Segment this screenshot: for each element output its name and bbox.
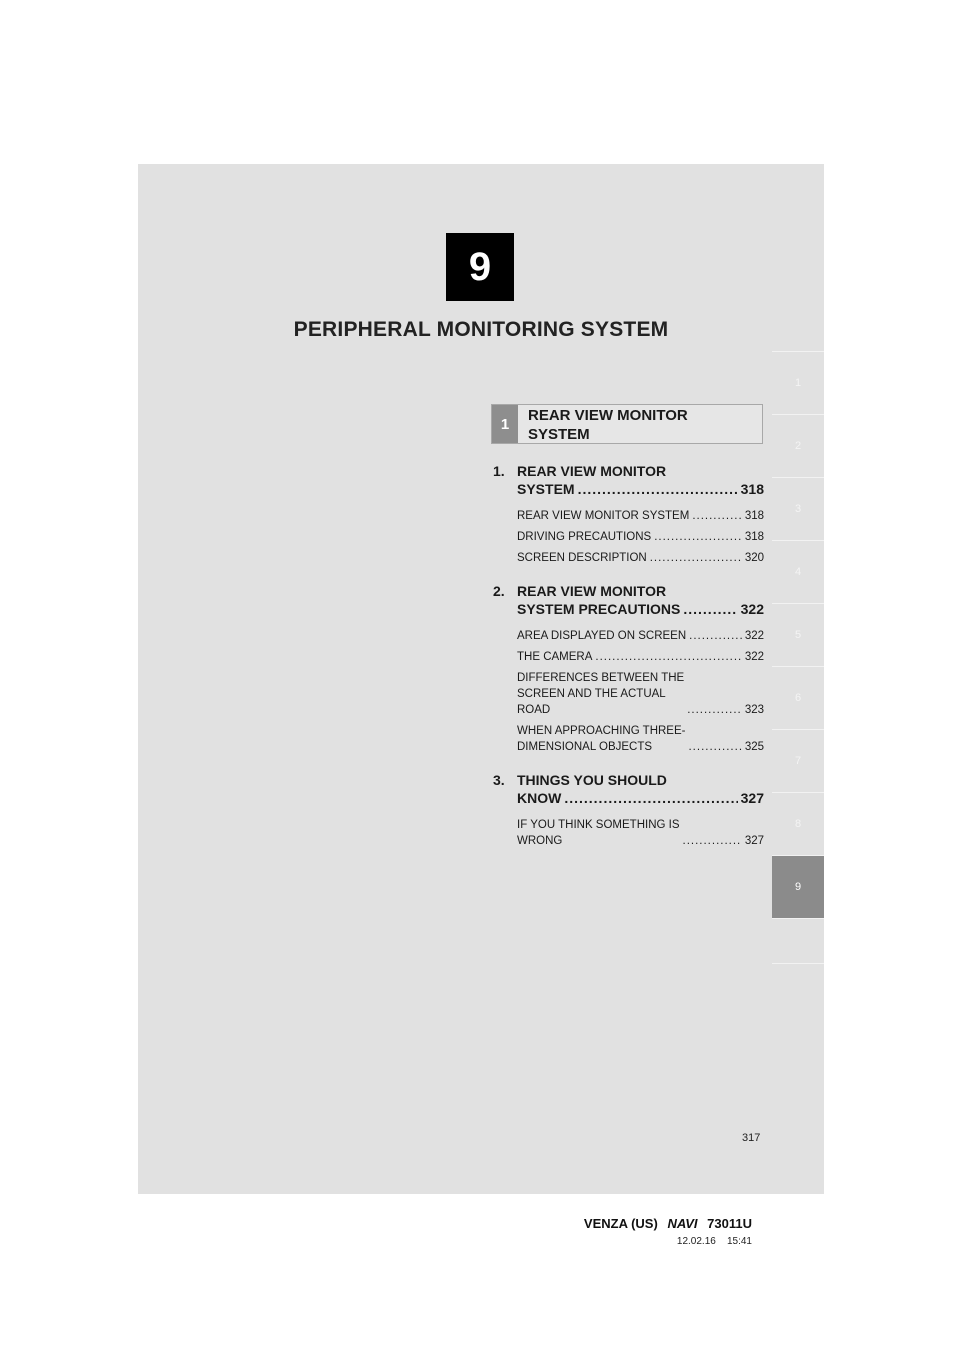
footer-time: 15:41 xyxy=(726,1236,752,1247)
toc-subentries-3 xyxy=(493,817,764,849)
footer-navi: NAVI xyxy=(667,1216,698,1231)
chapter-number-box: 9 xyxy=(446,233,514,301)
footer-date: 12.02.16 xyxy=(676,1236,716,1247)
toc-subentry-page: 325 xyxy=(744,741,764,753)
toc-subentry[interactable] xyxy=(517,670,764,718)
leader-dots xyxy=(689,628,742,644)
chapter-tab-8[interactable]: 8 xyxy=(772,792,824,855)
toc-entry-title-line2: SYSTEM xyxy=(517,481,575,497)
toc-subentry-title: AREA DISPLAYED ON SCREEN xyxy=(517,630,687,642)
leader-dots xyxy=(692,508,742,524)
toc-entry-title-line1: THINGS YOU SHOULD xyxy=(517,772,667,788)
chapter-tab-7[interactable]: 7 xyxy=(772,729,824,792)
footer-model: VENZA (US) xyxy=(583,1216,658,1231)
chapter-tab-4[interactable]: 4 xyxy=(772,540,824,603)
toc-subentry-page: 322 xyxy=(744,651,764,663)
leader-dots xyxy=(578,480,738,498)
toc-entry-number: 2. xyxy=(493,583,505,599)
toc-entry-title-line2: KNOW xyxy=(517,790,562,806)
toc-entry-2[interactable] xyxy=(493,582,764,618)
leader-dots xyxy=(687,702,742,718)
toc-subentry[interactable] xyxy=(517,817,764,849)
section-number: 1 xyxy=(492,405,518,443)
page-number: 317 xyxy=(742,1132,761,1144)
leader-dots xyxy=(683,600,737,618)
toc-subentry-page: 318 xyxy=(744,531,764,543)
chapter-tab-5[interactable]: 5 xyxy=(772,603,824,666)
toc-subentry[interactable] xyxy=(517,529,764,545)
toc-entry-3[interactable] xyxy=(493,771,764,807)
toc-entry-title-line2: SYSTEM PRECAUTIONS xyxy=(517,601,681,617)
toc-entry-number: 1. xyxy=(493,463,505,479)
toc-subentry-page: 320 xyxy=(744,552,764,564)
toc-subentry[interactable] xyxy=(517,628,764,644)
chapter-tab-end xyxy=(772,918,824,964)
toc-subentry-page: 323 xyxy=(744,704,764,716)
chapter-tab-9[interactable]: 9 xyxy=(772,855,824,918)
chapter-tab-6[interactable]: 6 xyxy=(772,666,824,729)
toc-subentry-page: 322 xyxy=(744,630,764,642)
toc-entry-title-line1: REAR VIEW MONITOR xyxy=(517,463,667,479)
chapter-title: PERIPHERAL MONITORING SYSTEM xyxy=(293,318,669,341)
section-title-line2: SYSTEM xyxy=(528,426,590,443)
footer-document-id xyxy=(584,1216,752,1231)
toc-entry-page: 322 xyxy=(740,601,764,617)
footer-timestamp xyxy=(677,1236,752,1247)
toc-subentry-title: DRIVING PRECAUTIONS xyxy=(517,531,652,543)
chapter-tab-2[interactable]: 2 xyxy=(772,414,824,477)
section-title xyxy=(518,405,688,443)
toc-entry-page: 318 xyxy=(740,481,764,497)
leader-dots xyxy=(654,529,742,545)
toc-entry-page: 327 xyxy=(740,790,764,806)
toc-subentries-2 xyxy=(493,628,764,755)
toc-subentry-title: DIFFERENCES BETWEEN THE SCREEN AND THE ACTUAL ROAD xyxy=(517,672,685,716)
toc-subentry-title: REAR VIEW MONITOR SYSTEM xyxy=(517,510,690,522)
toc-entry-number: 3. xyxy=(493,772,505,788)
toc-subentry-title: IF YOU THINK SOMETHING IS WRONG xyxy=(517,819,680,847)
leader-dots xyxy=(595,649,741,665)
leader-dots xyxy=(683,833,742,849)
toc-subentry-title: SCREEN DESCRIPTION xyxy=(517,552,647,564)
footer-code: 73011U xyxy=(707,1216,752,1231)
toc-subentry-title: WHEN APPROACHING THREE- DIMENSIONAL OBJECTS xyxy=(517,725,686,753)
toc-subentry-title: THE CAMERA xyxy=(517,651,593,663)
leader-dots xyxy=(564,789,737,807)
toc-subentry-page: 327 xyxy=(744,835,764,847)
toc-subentry[interactable] xyxy=(517,508,764,524)
leader-dots xyxy=(650,550,742,566)
toc-subentries-1 xyxy=(493,508,764,566)
chapter-tab-3[interactable]: 3 xyxy=(772,477,824,540)
leader-dots xyxy=(688,739,741,755)
table-of-contents xyxy=(493,462,764,865)
section-title-line1: REAR VIEW MONITOR xyxy=(528,407,688,424)
toc-entry-1[interactable] xyxy=(493,462,764,498)
chapter-tab-1[interactable]: 1 xyxy=(772,351,824,414)
chapter-tabs xyxy=(772,351,824,964)
section-header xyxy=(491,404,763,444)
toc-entry-title-line1: REAR VIEW MONITOR xyxy=(517,583,667,599)
toc-subentry[interactable] xyxy=(517,550,764,566)
toc-subentry[interactable] xyxy=(517,649,764,665)
toc-subentry[interactable] xyxy=(517,723,764,755)
toc-subentry-page: 318 xyxy=(744,510,764,522)
